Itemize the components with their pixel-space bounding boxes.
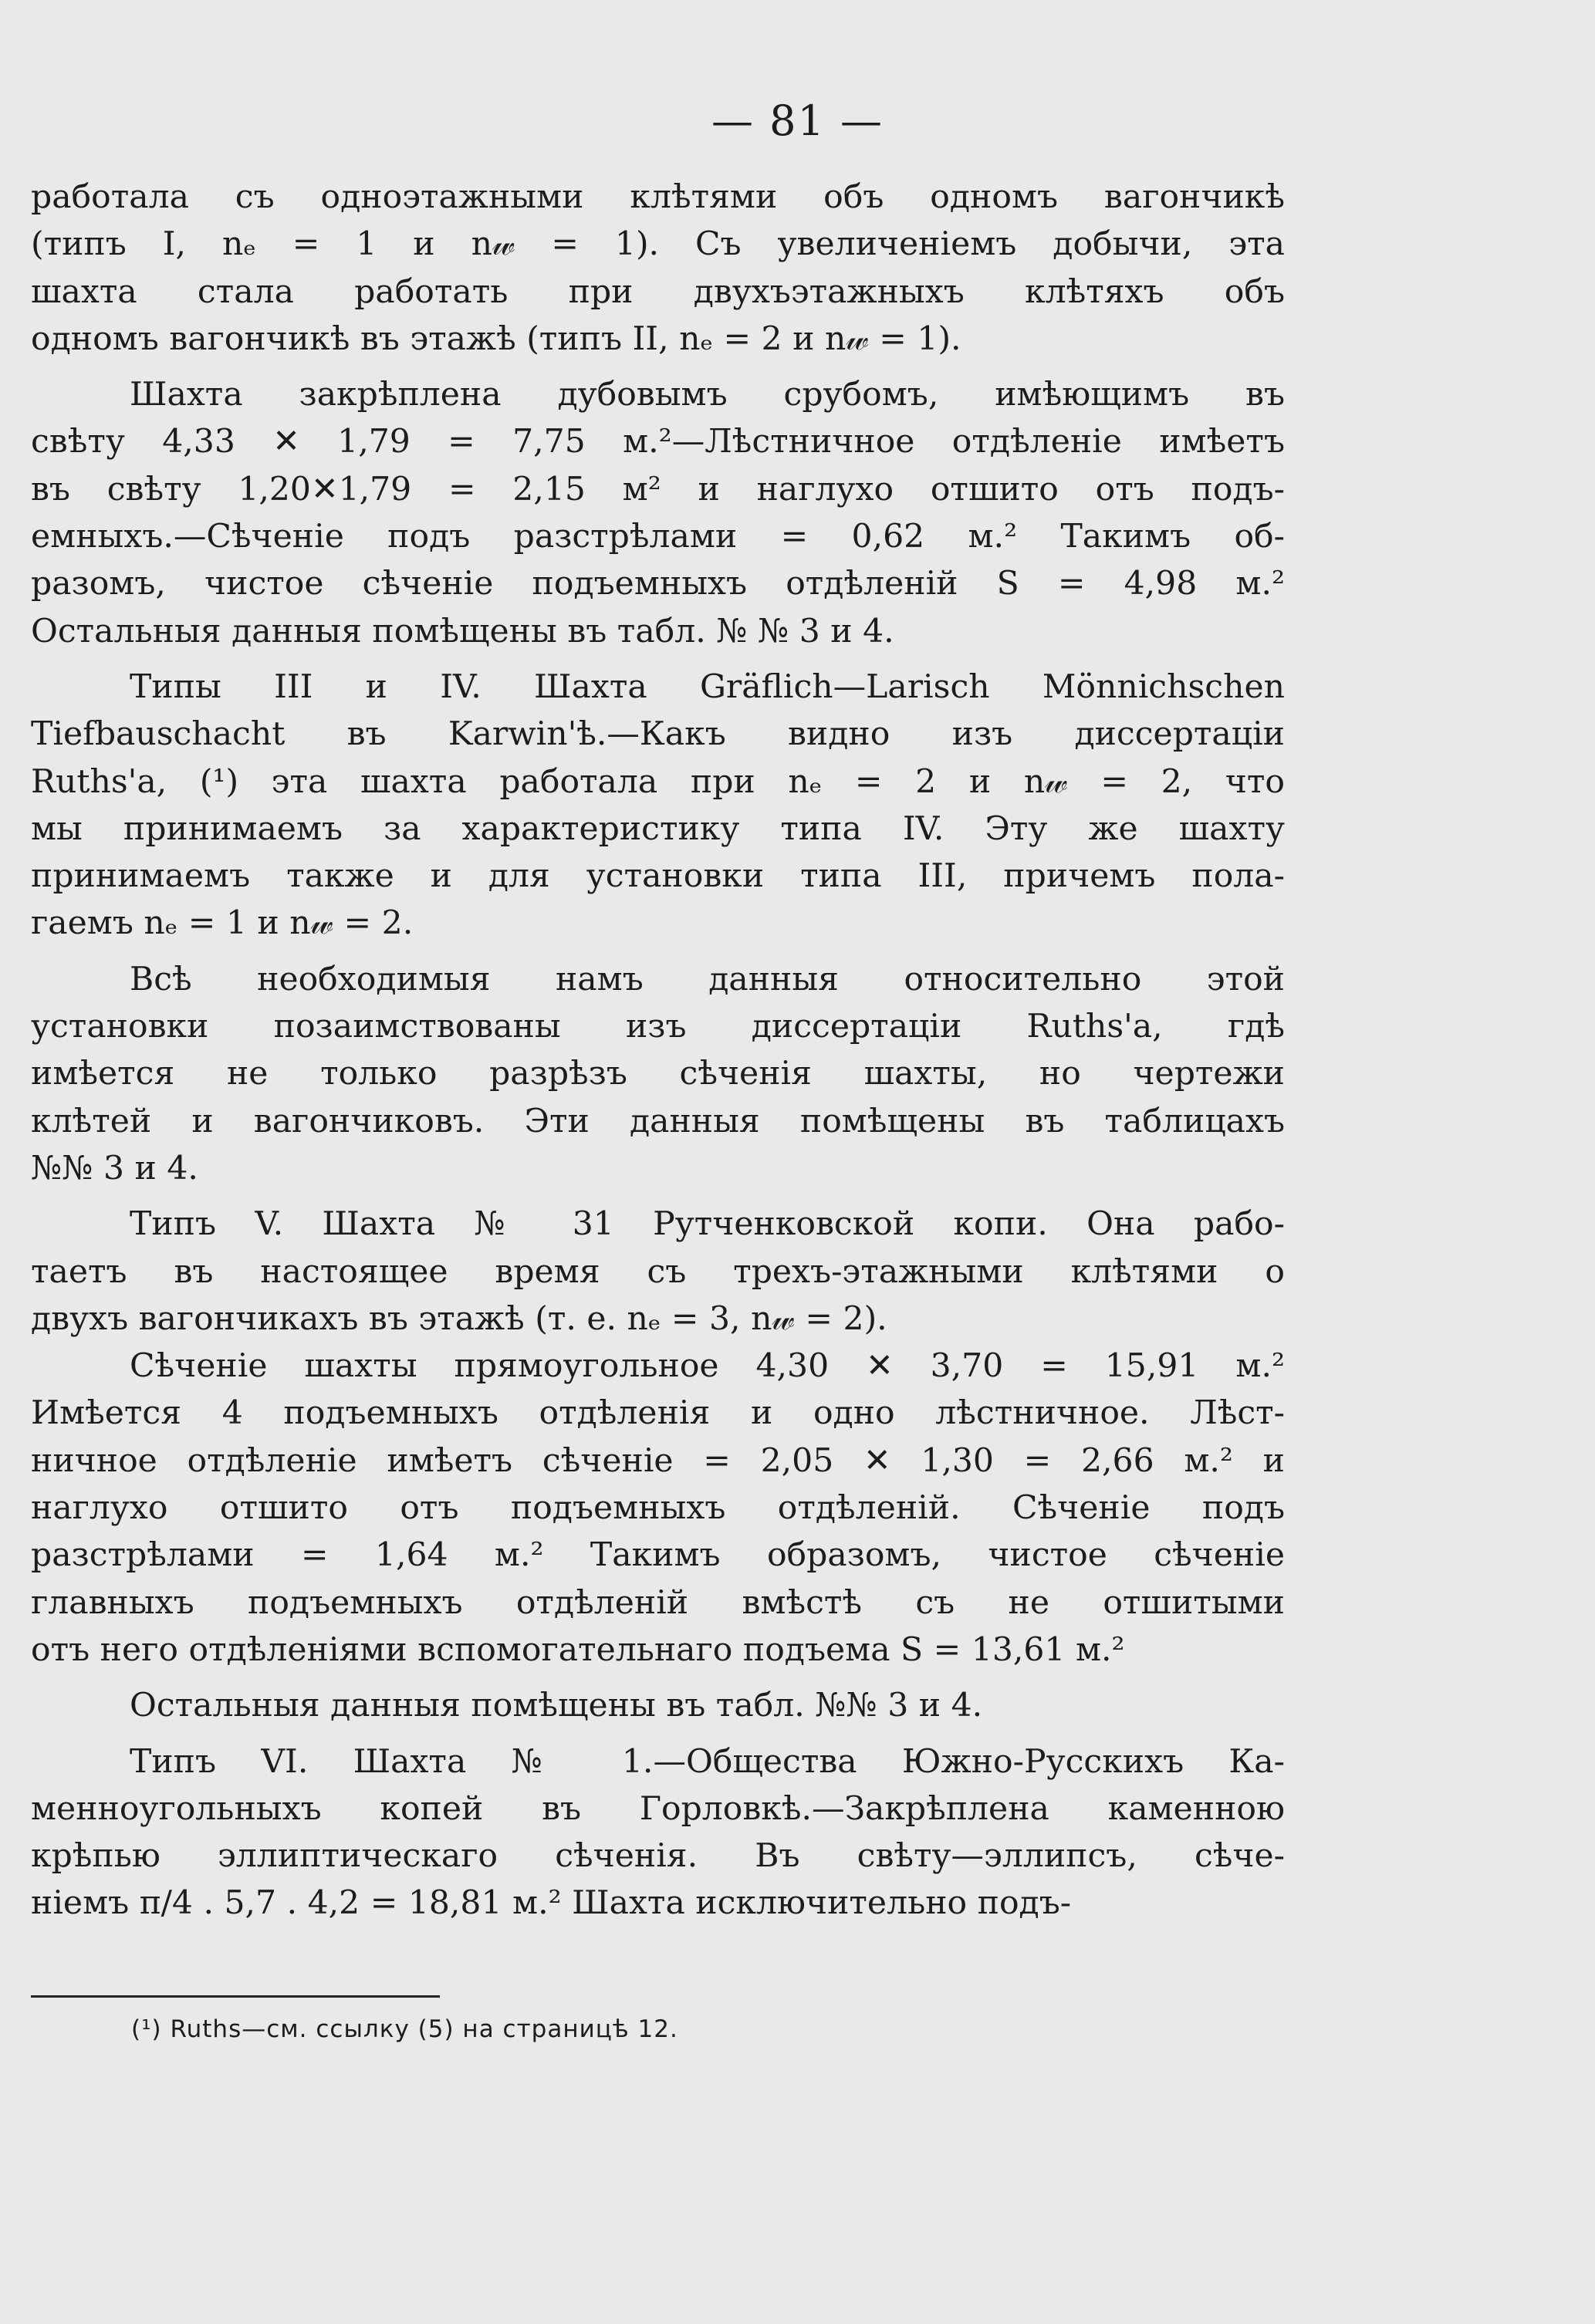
text-line: Ruths'а, (¹) эта шахта работала при nₑ = 2 и n𝓌 = 2, что	[31, 762, 1285, 801]
text-line: отъ него отдѣленіями вспомогательнаго подъема S = 13,61 м.²	[31, 1630, 1125, 1669]
text-line: Шахта закрѣплена дубовымъ срубомъ, имѣющимъ въ	[130, 376, 1285, 414]
text-line: работала съ одноэтажными клѣтями объ одномъ вагончикѣ	[31, 178, 1285, 216]
text-line: имѣется не только разрѣзъ сѣченія шахты, но чертежи	[31, 1055, 1285, 1093]
text-line: Типы III и IV. Шахта Gräflich—Larisch Mönnichschen	[130, 667, 1285, 706]
text-line: Остальныя данныя помѣщены въ табл. № № 3 и 4.	[31, 612, 894, 650]
text-line: №№ 3 и 4.	[31, 1149, 198, 1187]
text-line: Остальныя данныя помѣщены въ табл. №№ 3 и 4.	[130, 1687, 983, 1725]
text-line: Tiefbauschacht въ Karwin'ѣ.—Какъ видно изъ диссертаціи	[31, 715, 1285, 754]
text-line: принимаемъ также и для установки типа III, причемъ пола-	[31, 857, 1285, 896]
text-line: гаемъ nₑ = 1 и n𝓌 = 2.	[31, 904, 414, 943]
text-line: разомъ, чистое сѣченіе подъемныхъ отдѣленій S = 4,98 м.²	[31, 565, 1285, 603]
text-line: Сѣченіе шахты прямоугольное 4,30 ✕ 3,70 = 15,91 м.²	[130, 1347, 1285, 1386]
text-line: одномъ вагончикѣ въ этажѣ (типъ II, nₑ = 2 и n𝓌 = 1).	[31, 319, 961, 358]
text-line: свѣту 4,33 ✕ 1,79 = 7,75 м.²—Лѣстничное отдѣленіе имѣетъ	[31, 423, 1285, 461]
text-line: установки позаимствованы изъ диссертаціи Ruths'а, гдѣ	[31, 1008, 1285, 1046]
text-line: разстрѣлами = 1,64 м.² Такимъ образомъ, чистое сѣченіе	[31, 1536, 1285, 1575]
page-body	[31, 174, 1285, 1927]
text-line: мы принимаемъ за характеристику типа IV. Эту же шахту	[31, 809, 1285, 848]
text-line: главныхъ подъемныхъ отдѣленій вмѣстѣ съ не отшитыми	[31, 1583, 1285, 1622]
text-line: крѣпью эллиптическаго сѣченія. Въ свѣту—эллипсъ, сѣче-	[31, 1837, 1285, 1876]
text-line: Типъ VI. Шахта № 1.—Общества Южно-Русскихъ Ка-	[130, 1742, 1285, 1781]
text-line: клѣтей и вагончиковъ. Эти данныя помѣщены въ таблицахъ	[31, 1102, 1285, 1140]
text-line: въ свѣту 1,20✕1,79 = 2,15 м² и наглухо отшито отъ подъ-	[31, 470, 1285, 508]
text-line: Всѣ необходимыя намъ данныя относительно этой	[130, 960, 1285, 998]
text-line: (типъ I, nₑ = 1 и n𝓌 = 1). Съ увеличеніемъ добычи, эта	[31, 225, 1285, 264]
text-line: двухъ вагончикахъ въ этажѣ (т. е. nₑ = 3, n𝓌 = 2).	[31, 1299, 887, 1338]
text-line: ніемъ π/4 . 5,7 . 4,2 = 18,81 м.² Шахта исключительно подъ-	[31, 1884, 1072, 1923]
text-line: наглухо отшито отъ подъемныхъ отдѣленій. Сѣченіе подъ	[31, 1489, 1285, 1528]
footnote: (¹) Ruths—см. ссылку (5) на страницѣ 12.	[131, 2015, 678, 2043]
text-line: шахта стала работать при двухъэтажныхъ клѣтяхъ объ	[31, 272, 1285, 311]
page-number: — 81 —	[711, 96, 884, 145]
text-line: менноугольныхъ копей въ Горловкѣ.—Закрѣплена каменною	[31, 1789, 1285, 1828]
text-line: ничное отдѣленіе имѣетъ сѣченіе = 2,05 ✕ 1,30 = 2,66 м.² и	[31, 1441, 1285, 1480]
text-line: емныхъ.—Сѣченіе подъ разстрѣлами = 0,62 м.² Такимъ об-	[31, 518, 1285, 556]
text-line: Имѣется 4 подъемныхъ отдѣленія и одно лѣстничное. Лѣст-	[31, 1394, 1285, 1433]
text-line: Типъ V. Шахта № 31 Рутченковской копи. Она рабо-	[130, 1205, 1285, 1244]
text-line: таетъ въ настоящее время съ трехъ-этажными клѣтями о	[31, 1252, 1285, 1291]
footnote-rule	[31, 1995, 440, 1998]
